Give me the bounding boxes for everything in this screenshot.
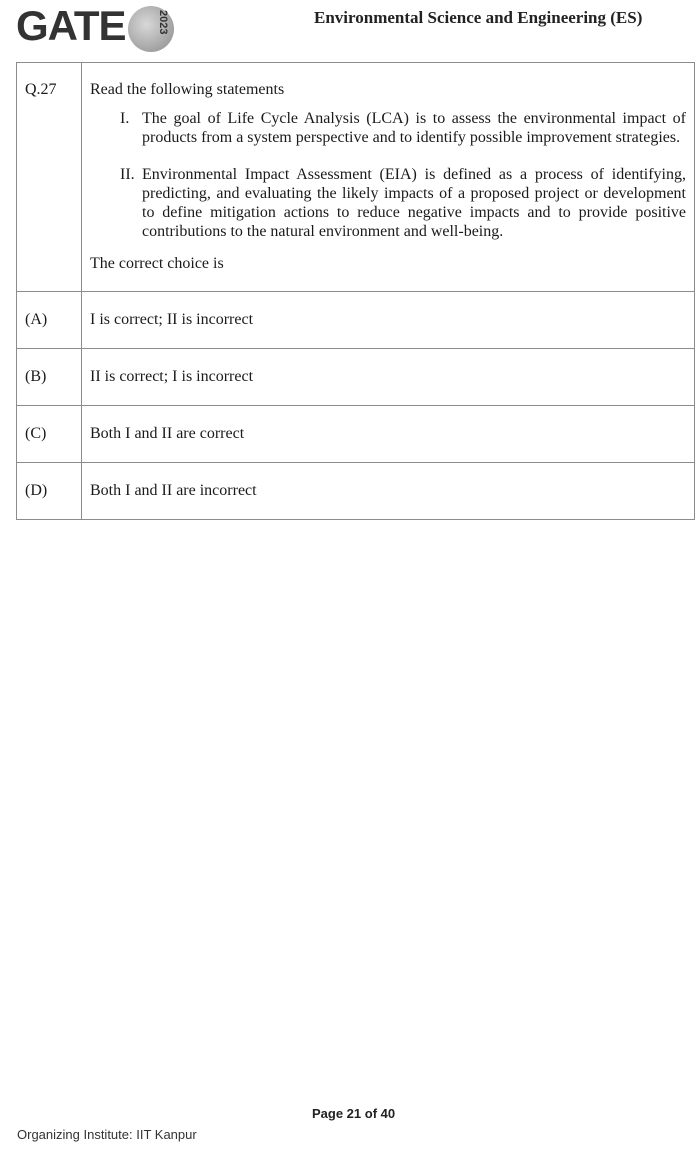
statement-1 xyxy=(120,109,686,147)
paper-title: Environmental Science and Engineering (ES) xyxy=(314,8,643,27)
question-row xyxy=(17,63,695,292)
option-d[interactable] xyxy=(17,463,695,520)
option-label: (C) xyxy=(17,406,82,463)
question-number: Q.27 xyxy=(17,63,82,292)
option-label: (D) xyxy=(17,463,82,520)
gate-logo xyxy=(16,4,176,48)
statement-numeral: I. xyxy=(120,110,130,127)
statement-text: The goal of Life Cycle Analysis (LCA) is to assess the environmental impact of products from a system perspective and to identify possible improvement strategies. xyxy=(142,110,686,146)
option-c[interactable] xyxy=(17,406,695,463)
question-closing: The correct choice is xyxy=(90,255,224,272)
option-text: I is correct; II is incorrect xyxy=(82,292,695,349)
option-text: Both I and II are incorrect xyxy=(82,463,695,520)
logo-text: GATE xyxy=(16,2,126,49)
option-text: II is correct; I is incorrect xyxy=(82,349,695,406)
logo-year: 2023 xyxy=(157,10,169,35)
option-a[interactable] xyxy=(17,292,695,349)
statement-text: Environmental Impact Assessment (EIA) is defined as a process of identifying, predicting, and evaluating the likely impacts of a proposed project or development to define mitigation actions to reduce negative impacts and to provide positive contributions to the natural environment and well-being. xyxy=(142,166,686,240)
statement-numeral: II. xyxy=(120,166,135,183)
page-number: Page 21 of 40 xyxy=(312,1106,396,1121)
option-label: (A) xyxy=(17,292,82,349)
organizing-institute: Organizing Institute: IIT Kanpur xyxy=(17,1127,197,1142)
question-prompt: Read the following statements xyxy=(90,81,285,98)
statement-2 xyxy=(120,165,686,241)
option-b[interactable] xyxy=(17,349,695,406)
option-label: (B) xyxy=(17,349,82,406)
question-table xyxy=(16,62,695,520)
option-text: Both I and II are correct xyxy=(82,406,695,463)
question-body xyxy=(82,63,695,292)
